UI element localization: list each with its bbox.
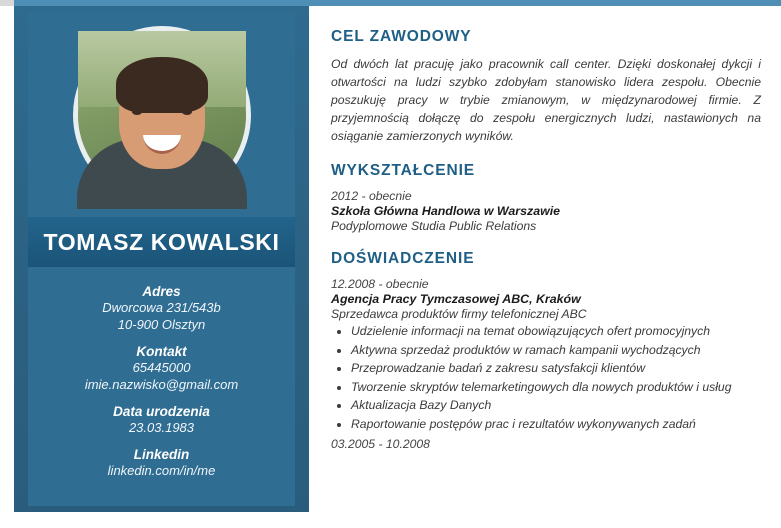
education-entry xyxy=(331,189,761,233)
photo-eye-left xyxy=(132,109,142,115)
section-title-experience: DOŚWIADCZENIE xyxy=(331,250,475,267)
list-item: • Aktywna sprzedaż produktów w ramach kampanii wychodzących xyxy=(351,342,761,360)
contact-value-phone: 65445000 xyxy=(132,360,191,375)
contact-block xyxy=(28,284,295,479)
contact-label-contact: Kontakt xyxy=(136,344,187,359)
cv-sidebar xyxy=(14,6,309,527)
contact-value-email[interactable]: imie.nazwisko@gmail.com xyxy=(84,377,239,392)
name-band xyxy=(28,217,295,267)
list-item: • Przeprowadzanie badań z zakresu satysfakcji klientów xyxy=(351,360,761,378)
section-title-programs: PROGRAMY xyxy=(42,510,139,527)
portrait-photo-icon xyxy=(78,31,246,199)
cv-sidebar-panel xyxy=(28,12,295,527)
section-title-education: WYKSZTAŁCENIE xyxy=(331,162,476,179)
photo-eye-right xyxy=(182,109,192,115)
contact-group-phone xyxy=(28,344,295,393)
section-title-goal: CEL ZAWODOWY xyxy=(331,28,472,45)
list-item: • Aktualizacja Bazy Danych xyxy=(351,397,761,415)
list-item: • Tworzenie skryptów telemarketingowych dla nowych produktów i usług xyxy=(351,379,761,397)
contact-value-birthdate: 23.03.1983 xyxy=(128,420,195,435)
education-date: 2012 - obecnie xyxy=(331,189,412,203)
contact-group-address xyxy=(28,284,295,333)
cv-main-column xyxy=(309,6,781,512)
section-text-goal: Od dwóch lat pracuję jako pracownik call center. Dzięki doskonałej dykcji i otwartości na ludzi szybko zdobyłam stanowisko lidera zespołu. Obecnie poszukuję pracy w trybie zmianowym, w międzynarodowej firmie. Z przyjemnością dołączę do zespołu energicznych ludzi, nastawionych na osiąganie zamierzonych wyników. xyxy=(331,57,761,143)
contact-value-linkedin[interactable]: linkedin.com/in/me xyxy=(107,463,216,478)
photo-hair xyxy=(116,57,208,113)
avatar xyxy=(73,26,251,204)
education-org: Szkoła Główna Handlowa w Warszawie xyxy=(331,204,561,218)
page-title: TOMASZ KOWALSKI xyxy=(43,229,280,255)
experience-duties-list xyxy=(331,323,761,433)
experience-date: 03.2005 - 10.2008 xyxy=(331,437,430,451)
contact-group-linkedin xyxy=(28,447,295,479)
list-item: • Udzielenie informacji na temat obowiązujących ofert promocyjnych xyxy=(351,323,761,341)
experience-entry xyxy=(331,437,761,451)
contact-value-address-line2: 10-900 Olsztyn xyxy=(117,317,206,332)
education-program: Podyplomowe Studia Public Relations xyxy=(331,219,537,233)
contact-value-address-line1: Dworcowa 231/543b xyxy=(102,300,221,315)
top-accent-bar-left-cap xyxy=(0,0,14,6)
contact-group-birthdate xyxy=(28,404,295,436)
contact-label-birthdate: Data urodzenia xyxy=(113,404,210,419)
experience-role: Sprzedawca produktów firmy telefonicznej ABC xyxy=(331,307,587,321)
experience-org: Agencja Pracy Tymczasowej ABC, Kraków xyxy=(331,292,581,306)
experience-date: 12.2008 - obecnie xyxy=(331,277,429,291)
experience-entry xyxy=(331,277,761,433)
list-item: • Raportowanie postępów prac i rezultatów wykonywanych zadań xyxy=(351,416,761,434)
contact-label-linkedin: Linkedin xyxy=(133,447,190,462)
contact-label-address: Adres xyxy=(142,284,181,299)
